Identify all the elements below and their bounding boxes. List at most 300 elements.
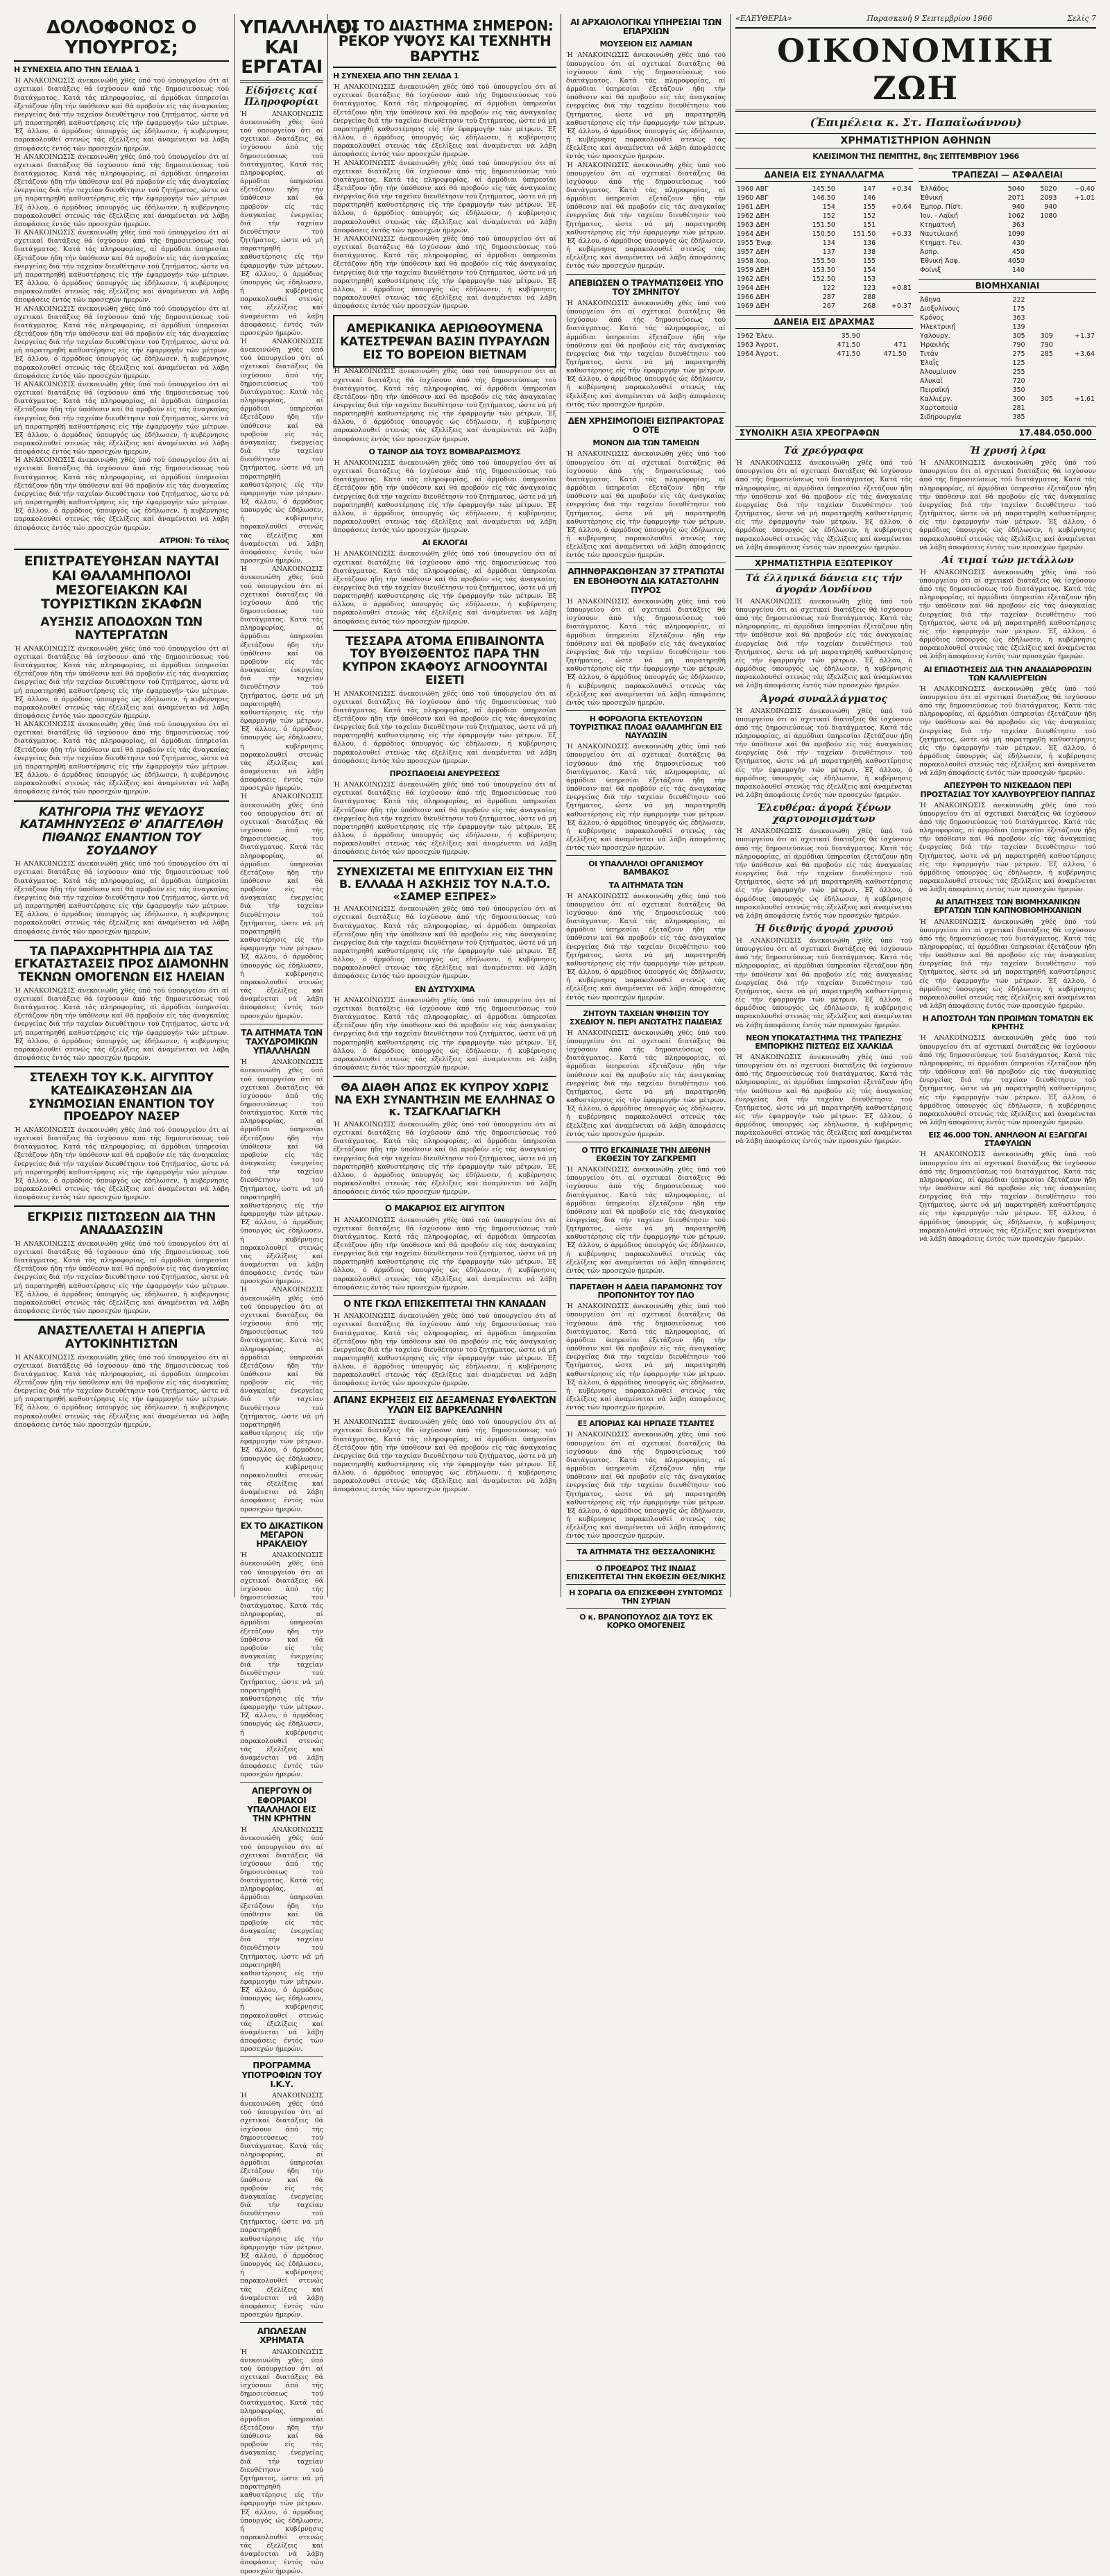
article-body: Ή ΑΝΑΚΟΙΝΩΣΙΣ άνεκοινώθη χθές ύπό τού ύπουργείου ότι αί σχετικαί διατάξεις θά ίσχύσουν άπό τής δημοσιεύσεως τού διατάγματος. Κατά τάς πληροφορίας, αί άρμόδιαι ύπηρεσίαι έξετάζουν ήδη τήν ύπόθεσιν καί θά προβούν είς τάς άναγκαίας ένεργείας διά τήν ταχείαν διευθέτησιν τού ζητήματος, ώστε νά μή παρατηρηθή καθυστέρησις είς τήν έφαρμογήν τών μέτρων. Έξ άλλου, ό άρμόδιος ύπουργός ώς έδήλωσεν, ή κυβέρνησις παρακολουθεί στενώς τάς έξελίξεις καί άναμένεται νά λάβη άποφάσεις έντός τών προσεχών ήμερών. [14, 1126, 229, 1202]
article-body: Ή ΑΝΑΚΟΙΝΩΣΙΣ άνεκοινώθη χθές ύπό τού ύπουργείου ότι αί σχετικαί διατάξεις θά ίσχύσουν άπό τής δημοσιεύσεως τού διατάγματος. Κατά τάς πληροφορίας, αί άρμόδιαι ύπηρεσίαι έξετάζουν ήδη τήν ύπόθεσιν καί θά προβούν είς τάς άναγκαίας ένεργείας διά τήν ταχείαν διευθέτησιν τού ζητήματος, ώστε νά μή παρατηρηθή καθυστέρησις είς τήν έφαρμογήν τών μέτρων. Έξ άλλου, ό άρμόδιος ύπουργός ώς έδήλωσεν, ή κυβέρνησις παρακολουθεί στενώς τάς έξελίξεις καί άναμένεται νά λάβη άποφάσεις έντός τών προσεχών ήμερών. [240, 1826, 323, 2054]
headline: Ο ΜΑΚΑΡΙΟΣ ΕΙΣ ΑΙΓΥΠΤΟΝ [384, 1203, 505, 1214]
price-close: 155 [863, 257, 876, 266]
price-change [877, 257, 913, 266]
price-prev: 35.90 [841, 332, 860, 341]
price-prev: 125 [1012, 359, 1025, 368]
price-close [1026, 221, 1058, 230]
price-prev: 350 [1012, 386, 1025, 395]
divider [566, 710, 726, 711]
price-change [877, 194, 913, 203]
price-change [877, 212, 913, 221]
price-prev: 139 [1012, 323, 1025, 332]
boxed-headline [333, 315, 556, 368]
divider [333, 860, 556, 861]
table-row [735, 350, 913, 359]
article-body: Ή ΑΝΑΚΟΙΝΩΣΙΣ άνεκοινώθη χθές ύπό τού ύπουργείου ότι αί σχετικαί διατάξεις θά ίσχύσουν άπό τής δημοσιεύσεως τού διατάγματος. Κατά τάς πληροφορίας, αί άρμόδιαι ύπηρεσίαι έξετάζουν ήδη τήν ύπόθεσιν καί θά προβούν είς τάς άναγκαίας ένεργείας διά τήν ταχείαν διευθέτησιν τού ζητήματος, ώστε νά μή παρατηρηθή καθυστέρησις είς τήν έφαρμογήν τών μέτρων. Έξ άλλου, ό άρμόδιος ύπουργός ώς έδήλωσεν, ή κυβέρνησις παρακολουθεί στενώς τάς έξελίξεις καί άναμένεται νά λάβη άποφάσεις έντός τών προσεχών ήμερών. [919, 801, 1096, 894]
article-body: Ή ΑΝΑΚΟΙΝΩΣΙΣ άνεκοινώθη χθές ύπό τού ύπουργείου ότι αί σχετικαί διατάξεις θά ίσχύσουν άπό τής δημοσιεύσεως τού διατάγματος. Κατά τάς πληροφορίας, αί άρμόδιαι ύπηρεσίαι έξετάζουν ήδη τήν ύπόθεσιν καί θά προβούν είς τάς άναγκαίας ένεργείας διά τήν ταχείαν διευθέτησιν τού ζητήματος, ώστε νά μή παρατηρηθή καθυστέρησις είς τήν έφαρμογήν τών μέτρων. Έξ άλλου, ό άρμόδιος ύπουργός ώς έδήλωσεν, ή κυβέρνησις παρακολουθεί στενώς τάς έξελίξεις καί άναμένεται νά λάβη άποφάσεις έντός τών προσεχών ήμερών. [735, 827, 912, 920]
table-row [919, 230, 1096, 239]
security-name: Σιδηρουργία [920, 413, 962, 422]
security-name: 1964 ΔΕΗ [737, 230, 769, 239]
article-body: Ή ΑΝΑΚΟΙΝΩΣΙΣ άνεκοινώθη χθές ύπό τού ύπουργείου ότι αί σχετικαί διατάξεις θά ίσχύσουν άπό τής δημοσιεύσεως τού διατάγματος. Κατά τάς πληροφορίας, αί άρμόδιαι ύπηρεσίαι έξετάζουν ήδη τήν ύπόθεσιν καί θά προβούν είς τάς άναγκαίας ένεργείας διά τήν ταχείαν διευθέτησιν τού ζητήματος, ώστε νά μή παρατηρηθή καθυστέρησις είς τήν έφαρμογήν τών μέτρων. Έξ άλλου, ό άρμόδιος ύπουργός ώς έδήλωσεν, ή κυβέρνησις παρακολουθεί στενώς τάς έξελίξεις καί άναμένεται νά λάβη άποφάσεις έντός τών προσεχών ήμερών. [333, 83, 556, 159]
subheadline: Τά έλληνικά δάνεια εις τήν άγοράν Λονδίνου [745, 572, 903, 595]
article-body: Ή ΑΝΑΚΟΙΝΩΣΙΣ άνεκοινώθη χθές ύπό τού ύπουργείου ότι αί σχετικαί διατάξεις θά ίσχύσουν άπό τής δημοσιεύσεως τού διατάγματος. Κατά τάς πληροφορίας, αί άρμόδιαι ύπηρεσίαι έξετάζουν ήδη τήν ύπόθεσιν καί θά προβούν είς τάς άναγκαίας ένεργείας διά τήν ταχείαν διευθέτησιν τού ζητήματος, ώστε νά μή παρατηρηθή καθυστέρησις είς τήν έφαρμογήν τών μέτρων. Έξ άλλου, ό άρμόδιος ύπουργός ώς έδήλωσεν, ή κυβέρνησις παρακολουθεί στενώς τάς έξελίξεις καί άναμένεται νά λάβη άποφάσεις έντός τών προσεχών ήμερών. [566, 51, 726, 161]
security-name: 1964 Άγροτ. [737, 350, 778, 359]
price-change [1058, 257, 1096, 266]
security-name: 1963 ΔΕΗ [737, 221, 769, 230]
price-close: 155 [863, 203, 876, 212]
security-name: Έθνική [920, 194, 944, 203]
subheadline: ΑΥΞΗΣΙΣ ΑΠΟΔΟΧΩΝ ΤΩΝ ΝΑΥΤΕΡΓΑΤΩΝ [40, 615, 203, 643]
table-row [919, 413, 1096, 422]
price-change [1054, 359, 1096, 368]
subheadline: Αί τιμαί τών μετάλλων [941, 554, 1074, 566]
price-close: 5020 [1040, 185, 1057, 194]
headline: ΑΠΕΒΙΩΣΕΝ Ο ΤΡΑΥΜΑΤΙΣΘΕΙΣ ΥΠΟ ΤΟΥ ΣΜΗΝΙΤΟΥ [568, 277, 724, 297]
table-row [735, 194, 913, 203]
industries-table [919, 295, 1096, 422]
price-change: −0.40 [1074, 185, 1095, 194]
finance-right [919, 443, 1096, 1244]
security-name: Έμπορ. Πίστ. [920, 203, 963, 212]
article-body: Ή ΑΝΑΚΟΙΝΩΣΙΣ άνεκοινώθη χθές ύπό τού ύπουργείου ότι αί σχετικαί διατάξεις θά ίσχύσουν άπό τής δημοσιεύσεως τού διατάγματος. Κατά τάς πληροφορίας, αί άρμόδιαι ύπηρεσίαι έξετάζουν ήδη τήν ύπόθεσιν καί θά προβούν είς τάς άναγκαίας ένεργείας διά τήν ταχείαν διευθέτησιν τού ζητήματος, ώστε νά μή παρατηρηθή καθυστέρησις είς τήν έφαρμογήν τών μέτρων. Έξ άλλου, ό άρμόδιος ύπουργός ώς έδήλωσεν, ή κυβέρνησις παρακολουθεί στενώς τάς έξελίξεις καί άναμένεται νά λάβη άποφάσεις έντός τών προσεχών ήμερών. [735, 936, 912, 1029]
price-change: +3.64 [1074, 350, 1095, 359]
headline: Ο κ. ΒΡΑΝΟΠΟΥΛΟΣ ΔΙΑ ΤΟΥΣ ΕΚ ΚΟΡΚΟ ΟΜΟΓΕΝΕΙΣ [579, 1612, 712, 1630]
price-close [1027, 314, 1054, 323]
price-prev: 154 [822, 203, 835, 212]
price-close: 153 [863, 275, 876, 284]
article-body: Ή ΑΝΑΚΟΙΝΩΣΙΣ άνεκοινώθη χθές ύπό τού ύπουργείου ότι αί σχετικαί διατάξεις θά ίσχύσουν άπό τής δημοσιεύσεως τού διατάγματος. Κατά τάς πληροφορίας, αί άρμόδιαι ύπηρεσίαι έξετάζουν ήδη τήν ύπόθεσιν καί θά προβούν είς τάς άναγκαίας ένεργείας διά τήν ταχείαν διευθέτησιν τού ζητήματος, ώστε νά μή παρατηρηθή καθυστέρησις είς τήν έφαρμογήν τών μέτρων. Έξ άλλου, ό άρμόδιος ύπουργός ώς έδήλωσεν, ή κυβέρνησις παρακολουθεί στενώς τάς έξελίξεις καί άναμένεται νά λάβη άποφάσεις έντός τών προσεχών ήμερών. [566, 892, 726, 1002]
article-body: Ή ΑΝΑΚΟΙΝΩΣΙΣ άνεκοινώθη χθές ύπό τού ύπουργείου ότι αί σχετικαί διατάξεις θά ίσχύσουν άπό τής δημοσιεύσεως τού διατάγματος. Κατά τάς πληροφορίας, αί άρμόδιαι ύπηρεσίαι έξετάζουν ήδη τήν ύπόθεσιν καί θά προβούν είς τάς άναγκαίας ένεργείας διά τήν ταχείαν διευθέτησιν τού ζητήματος, ώστε νά μή παρατηρηθή καθυστέρησις είς τήν έφαρμογήν τών μέτρων. Έξ άλλου, ό άρμόδιος ύπουργός ώς έδήλωσεν, ή κυβέρνησις παρακολουθεί στενώς τάς έξελίξεις καί άναμένεται νά λάβη άποφάσεις έντός τών προσεχών ήμερών. [566, 1303, 726, 1412]
headline: ΚΑΤΗΓΟΡΙΑ ΤΗΣ ΨΕΥΔΟΥΣ ΚΑΤΑΜΗΝΥΣΕΩΣ Θ' ΑΠΑΓΓΕΛΘΗ ΠΙΘΑΝΩΣ ΕΝΑΝΤΙΟΝ ΤΟΥ ΣΟΥΔΑΝΟΥ [19, 805, 223, 858]
paper-name: «ΕΛΕΥΘΕΡΙΑ» [735, 14, 792, 23]
price-close [1027, 386, 1054, 395]
headline: ΑΙ ΕΠΙΔΟΤΗΣΕΙΣ ΔΙΑ ΤΗΝ ΑΝΑΔΙΑΡΘΡΩΣΙΝ ΤΩΝ ΚΑΛΛΙΕΡΓΕΙΩΝ [923, 664, 1092, 682]
article-body: Ή ΑΝΑΚΟΙΝΩΣΙΣ άνεκοινώθη χθές ύπό τού ύπουργείου ότι αί σχετικαί διατάξεις θά ίσχύσουν άπό τής δημοσιεύσεως τού διατάγματος. Κατά τάς πληροφορίας, αί άρμόδιαι ύπηρεσίαι έξετάζουν ήδη τήν ύπόθεσιν καί θά προβούν είς τάς άναγκαίας ένεργείας διά τήν ταχείαν διευθέτησιν τού ζητήματος, ώστε νά μή παρατηρηθή καθυστέρησις είς τήν έφαρμογήν τών μέτρων. Έξ άλλου, ό άρμόδιος ύπουργός ώς έδήλωσεν, ή κυβέρνησις παρακολουθεί στενώς τάς έξελίξεις καί άναμένεται νά λάβη άποφάσεις έντός τών προσεχών ήμερών. [919, 1034, 1096, 1126]
headline: Ο ΤΙΤΟ ΕΓΚΑΙΝΙΑΣΕ ΤΗΝ ΔΙΕΘΝΗ ΕΚΘΕΣΙΝ ΤΟΥ ΖΑΓΚΡΕΜΠ [581, 1145, 710, 1163]
newspaper-page [14, 14, 1096, 2575]
subheadline: ΜΟΥΣΕΙΟΝ ΕΙΣ ΛΑΜΙΑΝ [599, 40, 692, 49]
article-body: Ή ΑΝΑΚΟΙΝΩΣΙΣ άνεκοινώθη χθές ύπό τού ύπουργείου ότι αί σχετικαί διατάξεις θά ίσχύσουν άπό τής δημοσιεύσεως τού διατάγματος. Κατά τάς πληροφορίας, αί άρμόδιαι ύπηρεσίαι έξετάζουν ήδη τήν ύπόθεσιν καί θά προβούν είς τάς άναγκαίας ένεργείας διά τήν ταχείαν διευθέτησιν τού ζητήματος, ώστε νά μή παρατηρηθή καθυστέρησις είς τήν έφαρμογήν τών μέτρων. Έξ άλλου, ό άρμόδιος ύπουργός ώς έδήλωσεν, ή κυβέρνησις παρακολουθεί στενώς τάς έξελίξεις καί άναμένεται νά λάβη άποφάσεις έντός τών προσεχών ήμερών. [333, 458, 556, 535]
headline: ΔΟΛΟΦΟΝΟΣ Ο ΥΠΟΥΡΓΟΣ; [14, 18, 229, 62]
headline: Η ΑΠΟΣΤΟΛΗ ΤΩΝ ΠΡΩΙΜΩΝ ΤΟΜΑΤΩΝ ΕΚ ΚΡΗΤΗΣ [922, 1014, 1093, 1032]
table-row [919, 257, 1096, 266]
price-change: +0.81 [891, 284, 912, 293]
divider [566, 855, 726, 856]
article-body: Ή ΑΝΑΚΟΙΝΩΣΙΣ άνεκοινώθη χθές ύπό τού ύπουργείου ότι αί σχετικαί διατάξεις θά ίσχύσουν άπό τής δημοσιεύσεως τού διατάγματος. Κατά τάς πληροφορίας, αί άρμόδιαι ύπηρεσίαι έξετάζουν ήδη τήν ύπόθεσιν καί θά προβούν είς τάς άναγκαίας ένεργείας διά τήν ταχείαν διευθέτησιν τού ζητήματος, ώστε νά μή παρατηρηθή καθυστέρησις είς τήν έφαρμογήν τών μέτρων. Έξ άλλου, ό άρμόδιος ύπουργός ώς έδήλωσεν, ή κυβέρνησις παρακολουθεί στενώς τάς έξελίξεις καί άναμένεται νά λάβη άποφάσεις έντός τών προσεχών ήμερών. [735, 459, 912, 551]
headline: ΠΑΡΕΤΑΘΗ Η ΑΔΕΙΑ ΠΑΡΑΜΟΝΗΣ ΤΟΥ ΠΡΟΠΟΝΗΤΟΥ ΤΟΥ ΠΑΟ [570, 1282, 722, 1300]
price-change [908, 350, 913, 359]
divider [14, 1205, 229, 1207]
headline: ΧΡΗΜΑΤΙΣΤΗΡΙΑ ΕΞΩΤΕΡΙΚΟΥ [735, 556, 912, 570]
price-prev: 140 [1011, 266, 1025, 275]
price-change [1058, 230, 1096, 239]
price-close [1027, 359, 1054, 368]
price-change [877, 248, 913, 257]
security-name: Κτηματική [920, 221, 955, 230]
price-close: 471 [894, 341, 907, 350]
divider [14, 549, 229, 550]
headline: ΘΑ ΔΙΑΘΗ ΑΠΩΣ ΕΚ ΚΥΠΡΟΥ ΧΩΡΙΣ ΝΑ ΕΧΗ ΣΥΝΑΝΤΗΣΙΝ ΜΕ ΕΛΛΗΝΑΣ Ο κ. ΤΣΑΓΚΛΑΓΙΑΓΚΗ [334, 1081, 555, 1119]
table-row [919, 332, 1096, 341]
exchange-tables [735, 164, 1096, 422]
price-close: 268 [863, 302, 876, 311]
article-body: Ή ΑΝΑΚΟΙΝΩΣΙΣ άνεκοινώθη χθές ύπό τού ύπουργείου ότι αί σχετικαί διατάξεις θά ίσχύσουν άπό τής δημοσιεύσεως τού διατάγματος. Κατά τάς πληροφορίας, αί άρμόδιαι ύπηρεσίαι έξετάζουν ήδη τήν ύπόθεσιν καί θά προβούν είς τάς άναγκαίας ένεργείας διά τήν ταχείαν διευθέτησιν τού ζητήματος, ώστε νά μή παρατηρηθή καθυστέρησις είς τήν έφαρμογήν τών μέτρων. Έξ άλλου, ό άρμόδιος ύπουργός ώς έδήλωσεν, ή κυβέρνησις παρακολουθεί στενώς τάς έξελίξεις καί άναμένεται νά λάβη άποφάσεις έντός τών προσεχών ήμερών. [919, 568, 1096, 661]
price-change [1054, 323, 1096, 332]
table-row [735, 266, 913, 275]
price-prev: 363 [1012, 314, 1025, 323]
article-body: Ή ΑΝΑΚΟΙΝΩΣΙΣ άνεκοινώθη χθές ύπό τού ύπουργείου ότι αί σχετικαί διατάξεις θά ίσχύσουν άπό τής δημοσιεύσεως τού διατάγματος. Κατά τάς πληροφορίας, αί άρμόδιαι ύπηρεσίαι έξετάζουν ήδη τήν ύπόθεσιν καί θά προβούν είς τάς άναγκαίας ένεργείας διά τήν ταχείαν διευθέτησιν τού ζητήματος, ώστε νά μή παρατηρηθή καθυστέρησις είς τήν έφαρμογήν τών μέτρων. Έξ άλλου, ό άρμόδιος ύπουργός ώς έδήλωσεν, ή κυβέρνησις παρακολουθεί στενώς τάς έξελίξεις καί άναμένεται νά λάβη άποφάσεις έντός τών προσεχών ήμερών. [240, 338, 323, 565]
article-body: Ή ΑΝΑΚΟΙΝΩΣΙΣ άνεκοινώθη χθές ύπό τού ύπουργείου ότι αί σχετικαί διατάξεις θά ίσχύσουν άπό τής δημοσιεύσεως τού διατάγματος. Κατά τάς πληροφορίας, αί άρμόδιαι ύπηρεσίαι έξετάζουν ήδη τήν ύπόθεσιν καί θά προβούν είς τάς άναγκαίας ένεργείας διά τήν ταχείαν διευθέτησιν τού ζητήματος, ώστε νά μή παρατηρηθή καθυστέρησις είς τήν έφαρμογήν τών μέτρων. Έξ άλλου, ό άρμόδιος ύπουργός ώς έδήλωσεν, ή κυβέρνησις παρακολουθεί στενώς τάς έξελίξεις καί άναμένεται νά λάβη άποφάσεις έντός τών προσεχών ήμερών. [240, 1058, 323, 1286]
column-4 [566, 14, 726, 1630]
price-close [1027, 323, 1054, 332]
price-change [1054, 295, 1096, 304]
price-prev: 137 [822, 248, 835, 257]
table-title: ΒΙΟΜΗΧΑΝΙΑΙ [919, 279, 1096, 293]
headline: Η ΦΟΡΟΛΟΓΙΑ ΕΚΤΕΛΟΥΣΩΝ ΤΟΥΡΙΣΤΙΚΑΣ ΠΛΟΑΣ ΘΑΛΑΜΗΓΩΝ ΕΙΣ ΝΑΥΛΩΣΙΝ [570, 714, 722, 741]
security-name: 1961 ΔΕΗ [737, 203, 769, 212]
subheadline: Είδήσεις καί Πληροφορίαι [244, 85, 319, 108]
column-rule [730, 14, 731, 1597]
security-name: Αλυκαί [920, 377, 943, 386]
article-body: Ή ΑΝΑΚΟΙΝΩΣΙΣ άνεκοινώθη χθές ύπό τού ύπουργείου ότι αί σχετικαί διατάξεις θά ίσχύσουν άπό τής δημοσιεύσεως τού διατάγματος. Κατά τάς πληροφορίας, αί άρμόδιαι ύπηρεσίαι έξετάζουν ήδη τήν ύπόθεσιν καί θά προβούν είς τάς άναγκαίας ένεργείας διά τήν ταχείαν διευθέτησιν τού ζητήματος, ώστε νά μή παρατηρηθή καθυστέρησις είς τήν έφαρμογήν τών μέτρων. Έξ άλλου, ό άρμόδιος ύπουργός ώς έδήλωσεν, ή κυβέρνησις παρακολουθεί στενώς τάς έξελίξεις καί άναμένεται νά λάβη άποφάσεις έντός τών προσεχών ήμερών. [566, 743, 726, 852]
article-body: Ή ΑΝΑΚΟΙΝΩΣΙΣ άνεκοινώθη χθές ύπό τού ύπουργείου ότι αί σχετικαί διατάξεις θά ίσχύσουν άπό τής δημοσιεύσεως τού διατάγματος. Κατά τάς πληροφορίας, αί άρμόδιαι ύπηρεσίαι έξετάζουν ήδη τήν ύπόθεσιν καί θά προβούν είς τάς άναγκαίας ένεργείας διά τήν ταχείαν διευθέτησιν τού ζητήματος, ώστε νά μή παρατηρηθή καθυστέρησις είς τήν έφαρμογήν τών μέτρων. Έξ άλλου, ό άρμόδιος ύπουργός ώς έδήλωσεν, ή κυβέρνησις παρακολουθεί στενώς τάς έξελίξεις καί άναμένεται νά λάβη άποφάσεις έντός τών προσεχών ήμερών. [333, 781, 556, 857]
security-name: Χαρτοποιία [920, 404, 958, 413]
price-prev: 790 [1012, 341, 1025, 350]
divider [566, 1278, 726, 1279]
headline: ΣΥΝΕΧΙΖΕΤΑΙ ΜΕ ΕΠΙΤΥΧΙΑΝ ΕΙΣ ΤΗΝ Β. ΕΛΛΑΔΑ Η ΑΣΚΗΣΙΣ ΤΟΥ Ν.Α.Τ.Ο. «ΣΑΜΕΡ ΕΞΠΡΕΣ» [336, 865, 554, 903]
price-change [1058, 266, 1096, 275]
table-row [919, 404, 1096, 413]
exchange-title: ΧΡΗΜΑΤΙΣΤΗΡΙΟΝ ΑΘΗΝΩΝ [735, 133, 1096, 148]
price-prev: 145.50 [812, 185, 835, 194]
headline: ΕΓΚΡΙΣΙΣ ΠΙΣΤΩΣΕΩΝ ΔΙΑ ΤΗΝ ΑΝΑΔΑΣΩΣΙΝ [27, 1210, 216, 1238]
headline: ΣΤΕΛΕΧΗ ΤΟΥ Κ.Κ. ΑΙΓΥΠΤΟΥ ΚΑΤΕΔΙΚΑΣΘΗΣΑΝ ΔΙΑ ΣΥΝΩΜΟΣΙΑΝ ΕΝΑΝΤΙΟΝ ΤΟΥ ΠΡΟΕΔΡΟΥ ΝΑΣΕΡ [28, 1071, 214, 1124]
table-row [735, 203, 913, 212]
headline: ΤΑ ΑΙΤΗΜΑΤΑ ΤΩΝ ΤΑΧΥΔΡΟΜΙΚΩΝ ΥΠΑΛΛΗΛΩΝ [241, 1027, 323, 1056]
price-prev: 363 [1011, 221, 1025, 230]
headline: ΑΙ ΑΠΑΙΤΗΣΕΙΣ ΤΩΝ ΒΙΟΜΗΧΑΝΙΚΩΝ ΕΡΓΑΤΩΝ ΤΩΝ ΚΑΠΝΟΒΙΟΜΗΧΑΝΙΩΝ [934, 898, 1082, 916]
article-body: Ή ΑΝΑΚΟΙΝΩΣΙΣ άνεκοινώθη χθές ύπό τού ύπουργείου ότι αί σχετικαί διατάξεις θά ίσχύσουν άπό τής δημοσιεύσεως τού διατάγματος. Κατά τάς πληροφορίας, αί άρμόδιαι ύπηρεσίαι έξετάζουν ήδη τήν ύπόθεσιν καί θά προβούν είς τάς άναγκαίας ένεργείας διά τήν ταχείαν διευθέτησιν τού ζητήματος, ώστε νά μή παρατηρηθή καθυστέρησις είς τήν έφαρμογήν τών μέτρων. Έξ άλλου, ό άρμόδιος ύπουργός ώς έδήλωσεν, ή κυβέρνησις παρακολουθεί στενώς τάς έξελίξεις καί άναμένεται νά λάβη άποφάσεις έντός τών προσεχών ήμερών. [735, 1053, 912, 1146]
headline: ΤΕΣΣΑΡΑ ΑΤΟΜΑ ΕΠΙΒΑΙΝΟΝΤΑ ΤΟΥ ΒΥΘΙΣΘΕΝΤΟΣ ΠΑΡΑ ΤΗΝ ΚΥΠΡΟΝ ΣΚΑΦΟΥΣ ΑΓΝΟΟΥΝΤΑΙ ΕΙΣΕΤΙ [342, 634, 547, 687]
price-change: +0.34 [891, 185, 912, 194]
security-name: 1960 ΑΒΓ [737, 194, 769, 203]
price-change [1058, 239, 1096, 248]
table-row [735, 239, 913, 248]
subheadline: Έλευθέρα: άγορά ξένων χαρτονομισμάτων [756, 802, 891, 825]
exchange-subtitle: ΚΛΕΙΣΙΜΟΝ ΤΗΣ ΠΕΜΠΤΗΣ, 8ης ΣΕΠΤΕΜΒΡΙΟΥ 1966 [812, 152, 1019, 161]
price-close [1027, 295, 1054, 304]
security-name: Άθηνα [920, 296, 941, 304]
table-row [919, 359, 1096, 368]
price-prev: 146.50 [812, 194, 835, 203]
price-change [1054, 314, 1096, 323]
table-row [919, 395, 1096, 404]
total-label: ΣΥΝΟΛΙΚΗ ΑΞΙΑ ΧΡΕΟΓΡΑΦΩΝ [740, 428, 880, 438]
divider [14, 800, 229, 802]
price-prev: 1062 [1007, 212, 1025, 221]
article-body: Ή ΑΝΑΚΟΙΝΩΣΙΣ άνεκοινώθη χθές ύπό τού ύπουργείου ότι αί σχετικαί διατάξεις θά ίσχύσουν άπό τής δημοσιεύσεως τού διατάγματος. Κατά τάς πληροφορίας, αί άρμόδιαι ύπηρεσίαι έξετάζουν ήδη τήν ύπόθεσιν καί θά προβούν είς τάς άναγκαίας ένεργείας διά τήν ταχείαν διευθέτησιν τού ζητήματος, ώστε νά μή παρατηρηθή καθυστέρησις είς τήν έφαρμογήν τών μέτρων. Έξ άλλου, ό άρμόδιος ύπουργός ώς έδήλωσεν, ή κυβέρνησις παρακολουθεί στενώς τάς έξελίξεις καί άναμένεται νά λάβη άποφάσεις έντός τών προσεχών ήμερών. [919, 918, 1096, 1011]
price-prev: 134 [822, 239, 835, 248]
price-change [1054, 377, 1096, 386]
security-name: Κτηματ. Γεν. [920, 239, 962, 248]
headline: ΕΙΣ ΤΟ ΔΙΑΣΤΗΜΑ ΣΗΜΕΡΟΝ: ΡΕΚΟΡ ΥΨΟΥΣ ΚΑΙ ΤΕΧΝΗΤΗ ΒΑΡΥΤΗΣ [333, 18, 556, 68]
price-prev: 1090 [1007, 230, 1025, 239]
divider [566, 1560, 726, 1561]
article-body: Ή ΑΝΑΚΟΙΝΩΣΙΣ άνεκοινώθη χθές ύπό τού ύπουργείου ότι αί σχετικαί διατάξεις θά ίσχύσουν άπό τής δημοσιεύσεως τού διατάγματος. Κατά τάς πληροφορίας, αί άρμόδιαι ύπηρεσίαι έξετάζουν ήδη τήν ύπόθεσιν καί θά προβούν είς τάς άναγκαίας ένεργείας διά τήν ταχείαν διευθέτησιν τού ζητήματος, ώστε νά μή παρατηρηθή καθυστέρησις είς τήν έφαρμογήν τών μέτρων. Έξ άλλου, ό άρμόδιος ύπουργός ώς έδήλωσεν, ή κυβέρνησις παρακολουθεί στενώς τάς έξελίξεις καί άναμένεται νά λάβη άποφάσεις έντός τών προσεχών ήμερών. [14, 77, 229, 153]
price-close: 154 [863, 266, 876, 275]
article-body: Ή ΑΝΑΚΟΙΝΩΣΙΣ άνεκοινώθη χθές ύπό τού ύπουργείου ότι αί σχετικαί διατάξεις θά ίσχύσουν άπό τής δημοσιεύσεως τού διατάγματος. Κατά τάς πληροφορίας, αί άρμόδιαι ύπηρεσίαι έξετάζουν ήδη τήν ύπόθεσιν καί θά προβούν είς τάς άναγκαίας ένεργείας διά τήν ταχείαν διευθέτησιν τού ζητήματος, ώστε νά μή παρατηρηθή καθυστέρησις είς τήν έφαρμογήν τών μέτρων. Έξ άλλου, ό άρμόδιος ύπουργός ώς έδήλωσεν, ή κυβέρνησις παρακολουθεί στενώς τάς έξελίξεις καί άναμένεται νά λάβη άποφάσεις έντός τών προσεχών ήμερών. [333, 1216, 556, 1291]
subheadline: ΜΟΝΟΝ ΔΙΑ ΤΩΝ ΤΑΜΕΙΩΝ [592, 438, 699, 448]
table-row [735, 248, 913, 257]
divider [566, 274, 726, 275]
divider [333, 630, 556, 631]
security-name: Κρόνος [920, 314, 944, 323]
price-prev: 4050 [1007, 257, 1025, 266]
headline: ΑΜΕΡΙΚΑΝΙΚΑ ΑΕΡΙΩΘΟΥΜΕΝΑ ΚΑΤΕΣΤΡΕΨΑΝ ΒΑΣΙΝ ΠΥΡΑΥΛΩΝ ΕΙΣ ΤΟ ΒΟΡΕΙΟΝ ΒΙΕΤΝΑΜ [339, 322, 550, 362]
article-body: Ή ΑΝΑΚΟΙΝΩΣΙΣ άνεκοινώθη χθές ύπό τού ύπουργείου ότι αί σχετικαί διατάξεις θά ίσχύσουν άπό τής δημοσιεύσεως τού διατάγματος. Κατά τάς πληροφορίας, αί άρμόδιαι ύπηρεσίαι έξετάζουν ήδη τήν ύπόθεσιν καί θά προβούν είς τάς άναγκαίας ένεργείας διά τήν ταχείαν διευθέτησιν τού ζητήματος, ώστε νά μή παρατηρηθή καθυστέρησις είς τήν έφαρμογήν τών μέτρων. Έξ άλλου, ό άρμόδιος ύπουργός ώς έδήλωσεν, ή κυβέρνησις παρακολουθεί στενώς τάς έξελίξεις καί άναμένεται νά λάβη άποφάσεις έντός τών προσεχών ήμερών. [333, 550, 556, 626]
loans-currency-panel [735, 164, 913, 422]
price-prev: 300 [1012, 395, 1025, 404]
divider [333, 1199, 556, 1200]
price-prev: 155.50 [812, 257, 835, 266]
finance-left [735, 443, 912, 1244]
subheadline: ΕΝ ΔΥΣΤΥΧΙΜΑ [414, 984, 475, 994]
continuation-label: Η ΣΥΝΕΧΕΙΑ ΑΠΟ ΤΗΝ ΣΕΛΙΔΑ 1 [333, 71, 459, 80]
divider [14, 940, 229, 941]
security-name: Υαλουργ. [920, 332, 950, 341]
price-close: 288 [863, 293, 876, 302]
price-change [877, 266, 913, 275]
headline: ΕΠΙΣΤΡΑΤΕΥΘΗΣΑΝ ΝΑΥΤΑΙ ΚΑΙ ΘΑΛΑΜΗΠΟΛΟΙ ΜΕΣΟΓΕΙΑΚΩΝ ΚΑΙ ΤΟΥΡΙΣΤΙΚΩΝ ΣΚΑΦΩΝ [24, 553, 219, 612]
article-body: Ή ΑΝΑΚΟΙΝΩΣΙΣ άνεκοινώθη χθές ύπό τού ύπουργείου ότι αί σχετικαί διατάξεις θά ίσχύσουν άπό τής δημοσιεύσεως τού διατάγματος. Κατά τάς πληροφορίας, αί άρμόδιαι ύπηρεσίαι έξετάζουν ήδη τήν ύπόθεσιν καί θά προβούν είς τάς άναγκαίας ένεργείας διά τήν ταχείαν διευθέτησιν τού ζητήματος, ώστε νά μή παρατηρηθή καθυστέρησις είς τήν έφαρμογήν τών μέτρων. Έξ άλλου, ό άρμόδιος ύπουργός ώς έδήλωσεν, ή κυβέρνησις παρακολουθεί στενώς τάς έξελίξεις καί άναμένεται νά λάβη άποφάσεις έντός τών προσεχών ήμερών. [14, 1239, 229, 1315]
price-close: 1080 [1040, 212, 1057, 221]
total-value: 17.484.050.000 [1018, 428, 1092, 438]
article-body: Ή ΑΝΑΚΟΙΝΩΣΙΣ άνεκοινώθη χθές ύπό τού ύπουργείου ότι αί σχετικαί διατάξεις θά ίσχύσουν άπό τής δημοσιεύσεως τού διατάγματος. Κατά τάς πληροφορίας, αί άρμόδιαι ύπηρεσίαι έξετάζουν ήδη τήν ύπόθεσιν καί θά προβούν είς τάς άναγκαίας ένεργείας διά τήν ταχείαν διευθέτησιν τού ζητήματος, ώστε νά μή παρατηρηθή καθυστέρησις είς τήν έφαρμογήν τών μέτρων. Έξ άλλου, ό άρμόδιος ύπουργός ώς έδήλωσεν, ή κυβέρνησις παρακολουθεί στενώς τάς έξελίξεις καί άναμένεται νά λάβη άποφάσεις έντός τών προσεχών ήμερών. [240, 110, 323, 337]
price-change [1058, 221, 1096, 230]
price-close [1027, 377, 1054, 386]
article-body: Ή ΑΝΑΚΟΙΝΩΣΙΣ άνεκοινώθη χθές ύπό τού ύπουργείου ότι αί σχετικαί διατάξεις θά ίσχύσουν άπό τής δημοσιεύσεως τού διατάγματος. Κατά τάς πληροφορίας, αί άρμόδιαι ύπηρεσίαι έξετάζουν ήδη τήν ύπόθεσιν καί θά προβούν είς τάς άναγκαίας ένεργείας διά τήν ταχείαν διευθέτησιν τού ζητήματος, ώστε νά μή παρατηρηθή καθυστέρησις είς τήν έφαρμογήν τών μέτρων. Έξ άλλου, ό άρμόδιος ύπουργός ώς έδήλωσεν, ή κυβέρνησις παρακολουθεί στενώς τάς έξελίξεις καί άναμένεται νά λάβη άποφάσεις έντός τών προσεχών ήμερών. [240, 1286, 323, 1513]
table-title: ΔΑΝΕΙΑ ΕΙΣ ΔΡΑΧΜΑΣ [735, 315, 913, 329]
loans-currency-table [735, 184, 913, 311]
article-body: Ή ΑΝΑΚΟΙΝΩΣΙΣ άνεκοινώθη χθές ύπό τού ύπουργείου ότι αί σχετικαί διατάξεις θά ίσχύσουν άπό τής δημοσιεύσεως τού διατάγματος. Κατά τάς πληροφορίας, αί άρμόδιαι ύπηρεσίαι έξετάζουν ήδη τήν ύπόθεσιν καί θά προβούν είς τάς άναγκαίας ένεργείας διά τήν ταχείαν διευθέτησιν τού ζητήματος, ώστε νά μή παρατηρηθή καθυστέρησις είς τήν έφαρμογήν τών μέτρων. Έξ άλλου, ό άρμόδιος ύπουργός ώς έδήλωσεν, ή κυβέρνησις παρακολουθεί στενώς τάς έξελίξεις καί άναμένεται νά λάβη άποφάσεις έντός τών προσεχών ήμερών. [14, 456, 229, 532]
divider [566, 1415, 726, 1416]
divider [240, 1517, 323, 1518]
banks-table [919, 184, 1096, 275]
price-change [1058, 212, 1096, 221]
price-close: 146 [863, 194, 876, 203]
price-change [1054, 413, 1096, 422]
price-prev: 152 [822, 212, 835, 221]
table-row [919, 341, 1096, 350]
table-row [735, 212, 913, 221]
article-body: Ή ΑΝΑΚΟΙΝΩΣΙΣ άνεκοινώθη χθές ύπό τού ύπουργείου ότι αί σχετικαί διατάξεις θά ίσχύσουν άπό τής δημοσιεύσεως τού διατάγματος. Κατά τάς πληροφορίας, αί άρμόδιαι ύπηρεσίαι έξετάζουν ήδη τήν ύπόθεσιν καί θά προβούν είς τάς άναγκαίας ένεργείας διά τήν ταχείαν διευθέτησιν τού ζητήματος, ώστε νά μή παρατηρηθή καθυστέρησις είς τήν έφαρμογήν τών μέτρων. Έξ άλλου, ό άρμόδιος ύπουργός ώς έδήλωσεν, ή κυβέρνησις παρακολουθεί στενώς τάς έξελίξεις καί άναμένεται νά λάβη άποφάσεις έντός τών προσεχών ήμερών. [240, 2091, 323, 2319]
price-close [1026, 257, 1058, 266]
security-name: 1960 ΑΒΓ [737, 185, 769, 194]
price-prev: 281 [1012, 404, 1025, 413]
headline: ΕΙΣ 46.000 ΤΟΝ. ΑΝΗΛΘΟΝ ΑΙ ΕΞΑΓΩΓΑΙ ΣΤΑΦΥΛΙΩΝ [928, 1131, 1087, 1149]
security-name: Φοίνιξ [920, 266, 941, 275]
price-prev: 255 [1012, 368, 1025, 377]
article-body: Ή ΑΝΑΚΟΙΝΩΣΙΣ άνεκοινώθη χθές ύπό τού ύπουργείου ότι αί σχετικαί διατάξεις θά ίσχύσουν άπό τής δημοσιεύσεως τού διατάγματος. Κατά τάς πληροφορίας, αί άρμόδιαι ύπηρεσίαι έξετάζουν ήδη τήν ύπόθεσιν καί θά προβούν είς τάς άναγκαίας ένεργείας διά τήν ταχείαν διευθέτησιν τού ζητήματος, ώστε νά μή παρατηρηθή καθυστέρησις είς τήν έφαρμογήν τών μέτρων. Έξ άλλου, ό άρμόδιος ύπουργός ώς έδήλωσεν, ή κυβέρνησις παρακολουθεί στενώς τάς έξελίξεις καί άναμένεται νά λάβη άποφάσεις έντός τών προσεχών ήμερών. [919, 459, 1096, 551]
article-body: Ή ΑΝΑΚΟΙΝΩΣΙΣ άνεκοινώθη χθές ύπό τού ύπουργείου ότι αί σχετικαί διατάξεις θά ίσχύσουν άπό τής δημοσιεύσεως τού διατάγματος. Κατά τάς πληροφορίας, αί άρμόδιαι ύπηρεσίαι έξετάζουν ήδη τήν ύπόθεσιν καί θά προβούν είς τάς άναγκαίας ένεργείας διά τήν ταχείαν διευθέτησιν τού ζητήματος, ώστε νά μή παρατηρηθή καθυστέρησις είς τήν έφαρμογήν τών μέτρων. Έξ άλλου, ό άρμόδιος ύπουργός ώς έδήλωσεν, ή κυβέρνησις παρακολουθεί στενώς τάς έξελίξεις καί άναμένεται νά λάβη άποφάσεις έντός τών προσεχών ήμερών. [14, 380, 229, 456]
security-name: 1962 ΔΕΗ [737, 275, 769, 284]
table-row [919, 221, 1096, 230]
subheadline: ΑΙ ΕΚΛΟΓΑΙ [422, 538, 468, 548]
price-close: 285 [1040, 350, 1053, 359]
price-change [877, 239, 913, 248]
security-name: Πειραϊκή [920, 386, 950, 395]
table-row [735, 275, 913, 284]
article-body: Ή ΑΝΑΚΟΙΝΩΣΙΣ άνεκοινώθη χθές ύπό τού ύπουργείου ότι αί σχετικαί διατάξεις θά ίσχύσουν άπό τής δημοσιεύσεως τού διατάγματος. Κατά τάς πληροφορίας, αί άρμόδιαι ύπηρεσίαι έξετάζουν ήδη τήν ύπόθεσιν καί θά προβούν είς τάς άναγκαίας ένεργείας διά τήν ταχείαν διευθέτησιν τού ζητήματος, ώστε νά μή παρατηρηθή καθυστέρησις είς τήν έφαρμογήν τών μέτρων. Έξ άλλου, ό άρμόδιος ύπουργός ώς έδήλωσεν, ή κυβέρνησις παρακολουθεί στενώς τάς έξελίξεις καί άναμένεται νά λάβη άποφάσεις έντός τών προσεχών ήμερών. [14, 229, 229, 304]
article-body: Ή ΑΝΑΚΟΙΝΩΣΙΣ άνεκοινώθη χθές ύπό τού ύπουργείου ότι αί σχετικαί διατάξεις θά ίσχύσουν άπό τής δημοσιεύσεως τού διατάγματος. Κατά τάς πληροφορίας, αί άρμόδιαι ύπηρεσίαι έξετάζουν ήδη τήν ύπόθεσιν καί θά προβούν είς τάς άναγκαίας ένεργείας διά τήν ταχείαν διευθέτησιν τού ζητήματος, ώστε νά μή παρατηρηθή καθυστέρησις είς τήν έφαρμογήν τών μέτρων. Έξ άλλου, ό άρμόδιος ύπουργός ώς έδήλωσεν, ή κυβέρνησις παρακολουθεί στενώς τάς έξελίξεις καί άναμένεται νά λάβη άποφάσεις έντός τών προσεχών ήμερών. [333, 1418, 556, 1494]
security-name: Έλαΐς [920, 359, 939, 368]
divider [566, 1543, 726, 1544]
security-name: Ήλεκτρική [920, 323, 956, 332]
headline: ΑΝΑΣΤΕΛΛΕΤΑΙ Η ΑΠΕΡΓΙΑ ΑΥΤΟΚΙΝΗΤΙΣΤΩΝ [37, 1324, 205, 1351]
security-name: Άλουμίνιον [920, 368, 957, 377]
divider [14, 1319, 229, 1321]
price-close: 147 [863, 185, 876, 194]
price-change [908, 341, 913, 350]
section-masthead: ΟΙΚΟΝΟΜΙΚΗ ΖΩΗ [735, 27, 1096, 112]
price-prev: 153.50 [812, 266, 835, 275]
table-row [919, 377, 1096, 386]
headline: Ο ΝΤΕ ΓΚΩΛ ΕΠΙΣΚΕΠΤΕΤΑΙ ΤΗΝ ΚΑΝΑΔΑΝ [343, 1298, 546, 1310]
headline: ΑΠΕΣΥΡΘΗ ΤΟ ΝΙΣΚΕΔΔΟΝ ΠΕΡΙ ΠΡΟΣΤΑΣΙΑΣ ΤΟΥ ΧΑΛΥΒΟΥΡΓΕΙΟΥ ΠΑΠΠΑΣ [920, 781, 1095, 799]
table-row [919, 212, 1096, 221]
price-close: 151.50 [852, 230, 876, 239]
article-body: Ή ΑΝΑΚΟΙΝΩΣΙΣ άνεκοινώθη χθές ύπό τού ύπουργείου ότι αί σχετικαί διατάξεις θά ίσχύσουν άπό τής δημοσιεύσεως τού διατάγματος. Κατά τάς πληροφορίας, αί άρμόδιαι ύπηρεσίαι έξετάζουν ήδη τήν ύπόθεσιν καί θά προβούν είς τάς άναγκαίας ένεργείας διά τήν ταχείαν διευθέτησιν τού ζητήματος, ώστε νά μή παρατηρηθή καθυστέρησις είς τήν έφαρμογήν τών μέτρων. Έξ άλλου, ό άρμόδιος ύπουργός ώς έδήλωσεν, ή κυβέρνησις παρακολουθεί στενώς τάς έξελίξεις καί άναμένεται νά λάβη άποφάσεις έντός τών προσεχών ήμερών. [240, 565, 323, 793]
headline: ΕΧ ΤΟ ΔΙΚΑΣΤΙΚΟΝ ΜΕΓΑΡΟΝ ΗΡΑΚΛΕΙΟΥ [240, 1520, 323, 1549]
divider [240, 2056, 323, 2057]
table-row [919, 368, 1096, 377]
price-prev: 122 [822, 284, 835, 293]
table-row [735, 221, 913, 230]
price-close [1026, 230, 1058, 239]
price-close [862, 332, 908, 341]
article-body: Ή ΑΝΑΚΟΙΝΩΣΙΣ άνεκοινώθη χθές ύπό τού ύπουργείου ότι αί σχετικαί διατάξεις θά ίσχύσουν άπό τής δημοσιεύσεως τού διατάγματος. Κατά τάς πληροφορίας, αί άρμόδιαι ύπηρεσίαι έξετάζουν ήδη τήν ύπόθεσιν καί θά προβούν είς τάς άναγκαίας ένεργείας διά τήν ταχείαν διευθέτησιν τού ζητήματος, ώστε νά μή παρατηρηθή καθυστέρησις είς τήν έφαρμογήν τών μέτρων. Έξ άλλου, ό άρμόδιος ύπουργός ώς έδήλωσεν, ή κυβέρνησις παρακολουθεί στενώς τάς έξελίξεις καί άναμένεται νά λάβη άποφάσεις έντός τών προσεχών ήμερών. [14, 721, 229, 796]
security-name: Διοξυλίνους [920, 305, 960, 314]
headline: ΑΠΑΝΣ ΕΚΡΗΞΕΙΣ ΕΙΣ ΔΕΞΑΜΕΝΑΣ ΕΥΦΛΕΚΤΩΝ ΥΛΩΝ ΕΙΣ ΒΑΡΚΕΛΩΝΗΝ [333, 1395, 556, 1416]
price-prev: 385 [1012, 413, 1025, 422]
price-prev: 430 [1011, 239, 1025, 248]
divider [566, 1584, 726, 1585]
table-row [735, 230, 913, 239]
subheadline: Ο ΤΑΙΝΟΡ ΔΙΑ ΤΟΥΣ ΒΟΜΒΑΡΔΙΣΜΟΥΣ [368, 447, 521, 456]
column-2 [240, 14, 359, 2575]
article-body: Ή ΑΝΑΚΟΙΝΩΣΙΣ άνεκοινώθη χθές ύπό τού ύπουργείου ότι αί σχετικαί διατάξεις θά ίσχύσουν άπό τής δημοσιεύσεως τού διατάγματος. Κατά τάς πληροφορίας, αί άρμόδιαι ύπηρεσίαι έξετάζουν ήδη τήν ύπόθεσιν καί θά προβούν είς τάς άναγκαίας ένεργείας διά τήν ταχείαν διευθέτησιν τού ζητήματος, ώστε νά μή παρατηρηθή καθυστέρησις είς τήν έφαρμογήν τών μέτρων. Έξ άλλου, ό άρμόδιος ύπουργός ώς έδήλωσεν, ή κυβέρνησις παρακολουθεί στενώς τάς έξελίξεις καί άναμένεται νά λάβη άποφάσεις έντός τών προσεχών ήμερών. [333, 905, 556, 981]
price-close: 940 [1044, 203, 1057, 212]
price-change [877, 221, 913, 230]
article-body: Ή ΑΝΑΚΟΙΝΩΣΙΣ άνεκοινώθη χθές ύπό τού ύπουργείου ότι αί σχετικαί διατάξεις θά ίσχύσουν άπό τής δημοσιεύσεως τού διατάγματος. Κατά τάς πληροφορίας, αί άρμόδιαι ύπηρεσίαι έξετάζουν ήδη τήν ύπόθεσιν καί θά προβούν είς τάς άναγκαίας ένεργείας διά τήν ταχείαν διευθέτησιν τού ζητήματος, ώστε νά μή παρατηρηθή καθυστέρησις είς τήν έφαρμογήν τών μέτρων. Έξ άλλου, ό άρμόδιος ύπουργός ώς έδήλωσεν, ή κυβέρνησις παρακολουθεί στενώς τάς έξελίξεις καί άναμένεται νά λάβη άποφάσεις έντός τών προσεχών ήμερών. [240, 793, 323, 1020]
security-name: 1958 Χορ. [737, 257, 771, 266]
article-body: Ή ΑΝΑΚΟΙΝΩΣΙΣ άνεκοινώθη χθές ύπό τού ύπουργείου ότι αί σχετικαί διατάξεις θά ίσχύσουν άπό τής δημοσιεύσεως τού διατάγματος. Κατά τάς πληροφορίας, αί άρμόδιαι ύπηρεσίαι έξετάζουν ήδη τήν ύπόθεσιν καί θά προβούν είς τάς άναγκαίας ένεργείας διά τήν ταχείαν διευθέτησιν τού ζητήματος, ώστε νά μή παρατηρηθή καθυστέρησις είς τήν έφαρμογήν τών μέτρων. Έξ άλλου, ό άρμόδιος ύπουργός ώς έδήλωσεν, ή κυβέρνησις παρακολουθεί στενώς τάς έξελίξεις καί άναμένεται νά λάβη άποφάσεις έντός τών προσεχών ήμερών. [566, 299, 726, 409]
column-rule [234, 14, 235, 1597]
price-close [1026, 248, 1058, 257]
price-prev: 720 [1012, 377, 1025, 386]
article-body: Ή ΑΝΑΚΟΙΝΩΣΙΣ άνεκοινώθη χθές ύπό τού ύπουργείου ότι αί σχετικαί διατάξεις θά ίσχύσουν άπό τής δημοσιεύσεως τού διατάγματος. Κατά τάς πληροφορίας, αί άρμόδιαι ύπηρεσίαι έξετάζουν ήδη τήν ύπόθεσιν καί θά προβούν είς τάς άναγκαίας ένεργείας διά τήν ταχείαν διευθέτησιν τού ζητήματος, ώστε νά μή παρατηρηθή καθυστέρησις είς τήν έφαρμογήν τών μέτρων. Έξ άλλου, ό άρμόδιος ύπουργός ώς έδήλωσεν, ή κυβέρνησις παρακολουθεί στενώς τάς έξελίξεις καί άναμένεται νά λάβη άποφάσεις έντός τών προσεχών ήμερών. [333, 996, 556, 1072]
price-change [1058, 248, 1096, 257]
table-row [735, 184, 913, 194]
price-prev: 305 [1012, 332, 1025, 341]
security-name: Ναυτιλιακή [920, 230, 958, 239]
article-body: Ή ΑΝΑΚΟΙΝΩΣΙΣ άνεκοινώθη χθές ύπό τού ύπουργείου ότι αί σχετικαί διατάξεις θά ίσχύσουν άπό τής δημοσιεύσεως τού διατάγματος. Κατά τάς πληροφορίας, αί άρμόδιαι ύπηρεσίαι έξετάζουν ήδη τήν ύπόθεσιν καί θά προβούν είς τάς άναγκαίας ένεργείας διά τήν ταχείαν διευθέτησιν τού ζητήματος, ώστε νά μή παρατηρηθή καθυστέρησις είς τήν έφαρμογήν τών μέτρων. Έξ άλλου, ό άρμόδιος ύπουργός ώς έδήλωσεν, ή κυβέρνησις παρακολουθεί στενώς τάς έξελίξεις καί άναμένεται νά λάβη άποφάσεις έντός τών προσεχών ήμερών. [333, 1120, 556, 1196]
article-body: Ή ΑΝΑΚΟΙΝΩΣΙΣ άνεκοινώθη χθές ύπό τού ύπουργείου ότι αί σχετικαί διατάξεις θά ίσχύσουν άπό τής δημοσιεύσεως τού διατάγματος. Κατά τάς πληροφορίας, αί άρμόδιαι ύπηρεσίαι έξετάζουν ήδη τήν ύπόθεσιν καί θά προβούν είς τάς άναγκαίας ένεργείας διά τήν ταχείαν διευθέτησιν τού ζητήματος, ώστε νά μή παρατηρηθή καθυστέρησις είς τήν έφαρμογήν τών μέτρων. Έξ άλλου, ό άρμόδιος ύπουργός ώς έδήλωσεν, ή κυβέρνησις παρακολουθεί στενώς τάς έξελίξεις καί άναμένεται νά λάβη άποφάσεις έντός τών προσεχών ήμερών. [735, 597, 912, 690]
column-5 [735, 14, 1096, 1597]
article-body: Ή ΑΝΑΚΟΙΝΩΣΙΣ άνεκοινώθη χθές ύπό τού ύπουργείου ότι αί σχετικαί διατάξεις θά ίσχύσουν άπό τής δημοσιεύσεως τού διατάγματος. Κατά τάς πληροφορίας, αί άρμόδιαι ύπηρεσίαι έξετάζουν ήδη τήν ύπόθεσιν καί θά προβούν είς τάς άναγκαίας ένεργείας διά τήν ταχείαν διευθέτησιν τού ζητήματος, ώστε νά μή παρατηρηθή καθυστέρησις είς τήν έφαρμογήν τών μέτρων. Έξ άλλου, ό άρμόδιος ύπουργός ώς έδήλωσεν, ή κυβέρνησις παρακολουθεί στενώς τάς έξελίξεις καί άναμένεται νά λάβη άποφάσεις έντός τών προσεχών ήμερών. [919, 1151, 1096, 1243]
divider [566, 1005, 726, 1006]
security-name: Έλλάδος [920, 185, 949, 194]
price-prev: 2071 [1007, 194, 1025, 203]
section-editor: (Έπιμέλεια κ. Στ. Παπαϊωάννου) [810, 116, 1022, 129]
price-change [1054, 386, 1096, 395]
price-change [1054, 404, 1096, 413]
divider [566, 412, 726, 413]
price-change [877, 275, 913, 284]
price-close: 123 [863, 284, 876, 293]
column-3 [333, 14, 556, 1597]
article-body: Ή ΑΝΑΚΟΙΝΩΣΙΣ άνεκοινώθη χθές ύπό τού ύπουργείου ότι αί σχετικαί διατάξεις θά ίσχύσουν άπό τής δημοσιεύσεως τού διατάγματος. Κατά τάς πληροφορίας, αί άρμόδιαι ύπηρεσίαι έξετάζουν ήδη τήν ύπόθεσιν καί θά προβούν είς τάς άναγκαίας ένεργείας διά τήν ταχείαν διευθέτησιν τού ζητήματος, ώστε νά μή παρατηρηθή καθυστέρησις είς τήν έφαρμογήν τών μέτρων. Έξ άλλου, ό άρμόδιος ύπουργός ώς έδήλωσεν, ή κυβέρνησις παρακολουθεί στενώς τάς έξελίξεις καί άναμένεται νά λάβη άποφάσεις έντός τών προσεχών ήμερών. [566, 1431, 726, 1540]
table-row [919, 323, 1096, 332]
column-rule [327, 14, 328, 1597]
price-change [877, 293, 913, 302]
security-name: Έθνική Άσφ. [920, 257, 960, 266]
table-title: ΔΑΝΕΙΑ ΕΙΣ ΣΥΝΑΛΛΑΓΜΑ [735, 168, 913, 182]
security-name: 1966 ΔΕΗ [737, 293, 769, 302]
table-row [919, 266, 1096, 275]
security-name: 1962 Έλευ. [737, 332, 774, 341]
headline-text: ΥΠΑΛΛΗΛΟΙ ΚΑΙ ΕΡΓΑΤΑΙ [240, 17, 359, 78]
table-row [919, 239, 1096, 248]
price-close: 790 [1040, 341, 1053, 350]
column-1 [14, 14, 229, 1597]
price-close: 151 [863, 221, 876, 230]
article-body: Ή ΑΝΑΚΟΙΝΩΣΙΣ άνεκοινώθη χθές ύπό τού ύπουργείου ότι αί σχετικαί διατάξεις θά ίσχύσουν άπό τής δημοσιεύσεως τού διατάγματος. Κατά τάς πληροφορίας, αί άρμόδιαι ύπηρεσίαι έξετάζουν ήδη τήν ύπόθεσιν καί θά προβούν είς τάς άναγκαίας ένεργείας διά τήν ταχείαν διευθέτησιν τού ζητήματος, ώστε νά μή παρατηρηθή καθυστέρησις είς τήν έφαρμογήν τών μέτρων. Έξ άλλου, ό άρμόδιος ύπουργός ώς έδήλωσεν, ή κυβέρνησις παρακολουθεί στενώς τάς έξελίξεις καί άναμένεται νά λάβη άποφάσεις έντός τών προσεχών ήμερών. [14, 860, 229, 936]
loans-drachma-table [735, 332, 913, 359]
price-close: 309 [1040, 332, 1053, 341]
security-name: Άσπρ. [920, 248, 939, 257]
price-change: +1.37 [1074, 332, 1095, 341]
article-body: Ή ΑΝΑΚΟΙΝΩΣΙΣ άνεκοινώθη χθές ύπό τού ύπουργείου ότι αί σχετικαί διατάξεις θά ίσχύσουν άπό τής δημοσιεύσεως τού διατάγματος. Κατά τάς πληροφορίας, αί άρμόδιαι ύπηρεσίαι έξετάζουν ήδη τήν ύπόθεσιν καί θά προβούν είς τάς άναγκαίας ένεργείας διά τήν ταχείαν διευθέτησιν τού ζητήματος, ώστε νά μή παρατηρηθή καθυστέρησις είς τήν έφαρμογήν τών μέτρων. Έξ άλλου, ό άρμόδιος ύπουργός ώς έδήλωσεν, ή κυβέρνησις παρακολουθεί στενώς τάς έξελίξεις καί άναμένεται νά λάβη άποφάσεις έντός τών προσεχών ήμερών. [566, 1166, 726, 1275]
article-body: Ή ΑΝΑΚΟΙΝΩΣΙΣ άνεκοινώθη χθές ύπό τού ύπουργείου ότι αί σχετικαί διατάξεις θά ίσχύσουν άπό τής δημοσιεύσεως τού διατάγματος. Κατά τάς πληροφορίας, αί άρμόδιαι ύπηρεσίαι έξετάζουν ήδη τήν ύπόθεσιν καί θά προβούν είς τάς άναγκαίας ένεργείας διά τήν ταχείαν διευθέτησιν τού ζητήματος, ώστε νά μή παρατηρηθή καθυστέρησις είς τήν έφαρμογήν τών μέτρων. Έξ άλλου, ό άρμόδιος ύπουργός ώς έδήλωσεν, ή κυβέρνησις παρακολουθεί στενώς τάς έξελίξεις καί άναμένεται νά λάβη άποφάσεις έντός τών προσεχών ήμερών. [735, 707, 912, 800]
article-body: Ή ΑΝΑΚΟΙΝΩΣΙΣ άνεκοινώθη χθές ύπό τού ύπουργείου ότι αί σχετικαί διατάξεις θά ίσχύσουν άπό τής δημοσιεύσεως τού διατάγματος. Κατά τάς πληροφορίας, αί άρμόδιαι ύπηρεσίαι έξετάζουν ήδη τήν ύπόθεσιν καί θά προβούν είς τάς άναγκαίας ένεργείας διά τήν ταχείαν διευθέτησιν τού ζητήματος, ώστε νά μή παρατηρηθή καθυστέρησις είς τήν έφαρμογήν τών μέτρων. Έξ άλλου, ό άρμόδιος ύπουργός ώς έδήλωσεν, ή κυβέρνησις παρακολουθεί στενώς τάς έξελίξεις καί άναμένεται νά λάβη άποφάσεις έντός τών προσεχών ήμερών. [333, 368, 556, 443]
price-prev: 5040 [1007, 185, 1025, 194]
price-change [908, 332, 913, 341]
table-row [919, 248, 1096, 257]
price-prev: 267 [822, 302, 835, 311]
price-close [1026, 239, 1058, 248]
subheadline: Άγορά συναλλάγματος [760, 693, 887, 705]
divider [240, 2322, 323, 2323]
headline: ΤΑ ΑΙΤΗΜΑΤΑ ΤΗΣ ΘΕΣΣΑΛΟΝΙΚΗΣ [577, 1547, 715, 1557]
article-body: Ή ΑΝΑΚΟΙΝΩΣΙΣ άνεκοινώθη χθές ύπό τού ύπουργείου ότι αί σχετικαί διατάξεις θά ίσχύσουν άπό τής δημοσιεύσεως τού διατάγματος. Κατά τάς πληροφορίας, αί άρμόδιαι ύπηρεσίαι έξετάζουν ήδη τήν ύπόθεσιν καί θά προβούν είς τάς άναγκαίας ένεργείας διά τήν ταχείαν διευθέτησιν τού ζητήματος, ώστε νά μή παρατηρηθή καθυστέρησις είς τήν έφαρμογήν τών μέτρων. Έξ άλλου, ό άρμόδιος ύπουργός ώς έδήλωσεν, ή κυβέρνησις παρακολουθεί στενώς τάς έξελίξεις καί άναμένεται νά λάβη άποφάσεις έντός τών προσεχών ήμερών. [919, 685, 1096, 778]
total-value-row [735, 426, 1096, 440]
table-row [735, 284, 913, 293]
security-name: Ίον. - Λαϊκή [920, 212, 959, 221]
price-close: 2093 [1040, 194, 1057, 203]
headline: ΑΠΕΡΓΟΥΝ ΟΙ ΕΦΟΡΙΑΚΟΙ ΥΠΑΛΛΗΛΟΙ ΕΙΣ ΤΗΝ ΚΡΗΤΗΝ [247, 1786, 316, 1823]
table-row [735, 257, 913, 266]
security-name: 1957 ΔΕΗ [737, 248, 769, 257]
price-close: 471.50 [883, 350, 907, 359]
price-change [1054, 304, 1096, 314]
headline: ΝΕΟΝ ΥΠΟΚΑΤΑΣΤΗΜΑ ΤΗΣ ΤΡΑΠΕΖΗΣ ΕΜΠΟΡΙΚΗΣ ΠΙΣΤΕΩΣ ΕΙΣ ΧΑΛΚΙΔΑ [746, 1033, 902, 1051]
article-body: Ή ΑΝΑΚΟΙΝΩΣΙΣ άνεκοινώθη χθές ύπό τού ύπουργείου ότι αί σχετικαί διατάξεις θά ίσχύσουν άπό τής δημοσιεύσεως τού διατάγματος. Κατά τάς πληροφορίας, αί άρμόδιαι ύπηρεσίαι έξετάζουν ήδη τήν ύπόθεσιν καί θά προβούν είς τάς άναγκαίας ένεργείας διά τήν ταχείαν διευθέτησιν τού ζητήματος, ώστε νά μή παρατηρηθή καθυστέρησις είς τήν έφαρμογήν τών μέτρων. Έξ άλλου, ό άρμόδιος ύπουργός ώς έδήλωσεν, ή κυβέρνησις παρακολουθεί στενώς τάς έξελίξεις καί άναμένεται νά λάβη άποφάσεις έντός τών προσεχών ήμερών. [240, 1552, 323, 1779]
table-row [919, 295, 1096, 304]
price-close: 138 [863, 248, 876, 257]
headline: ΑΠΩΛΕΣΑΝ ΧΡΗΜΑΤΑ [257, 2326, 307, 2346]
table-row [735, 332, 913, 341]
